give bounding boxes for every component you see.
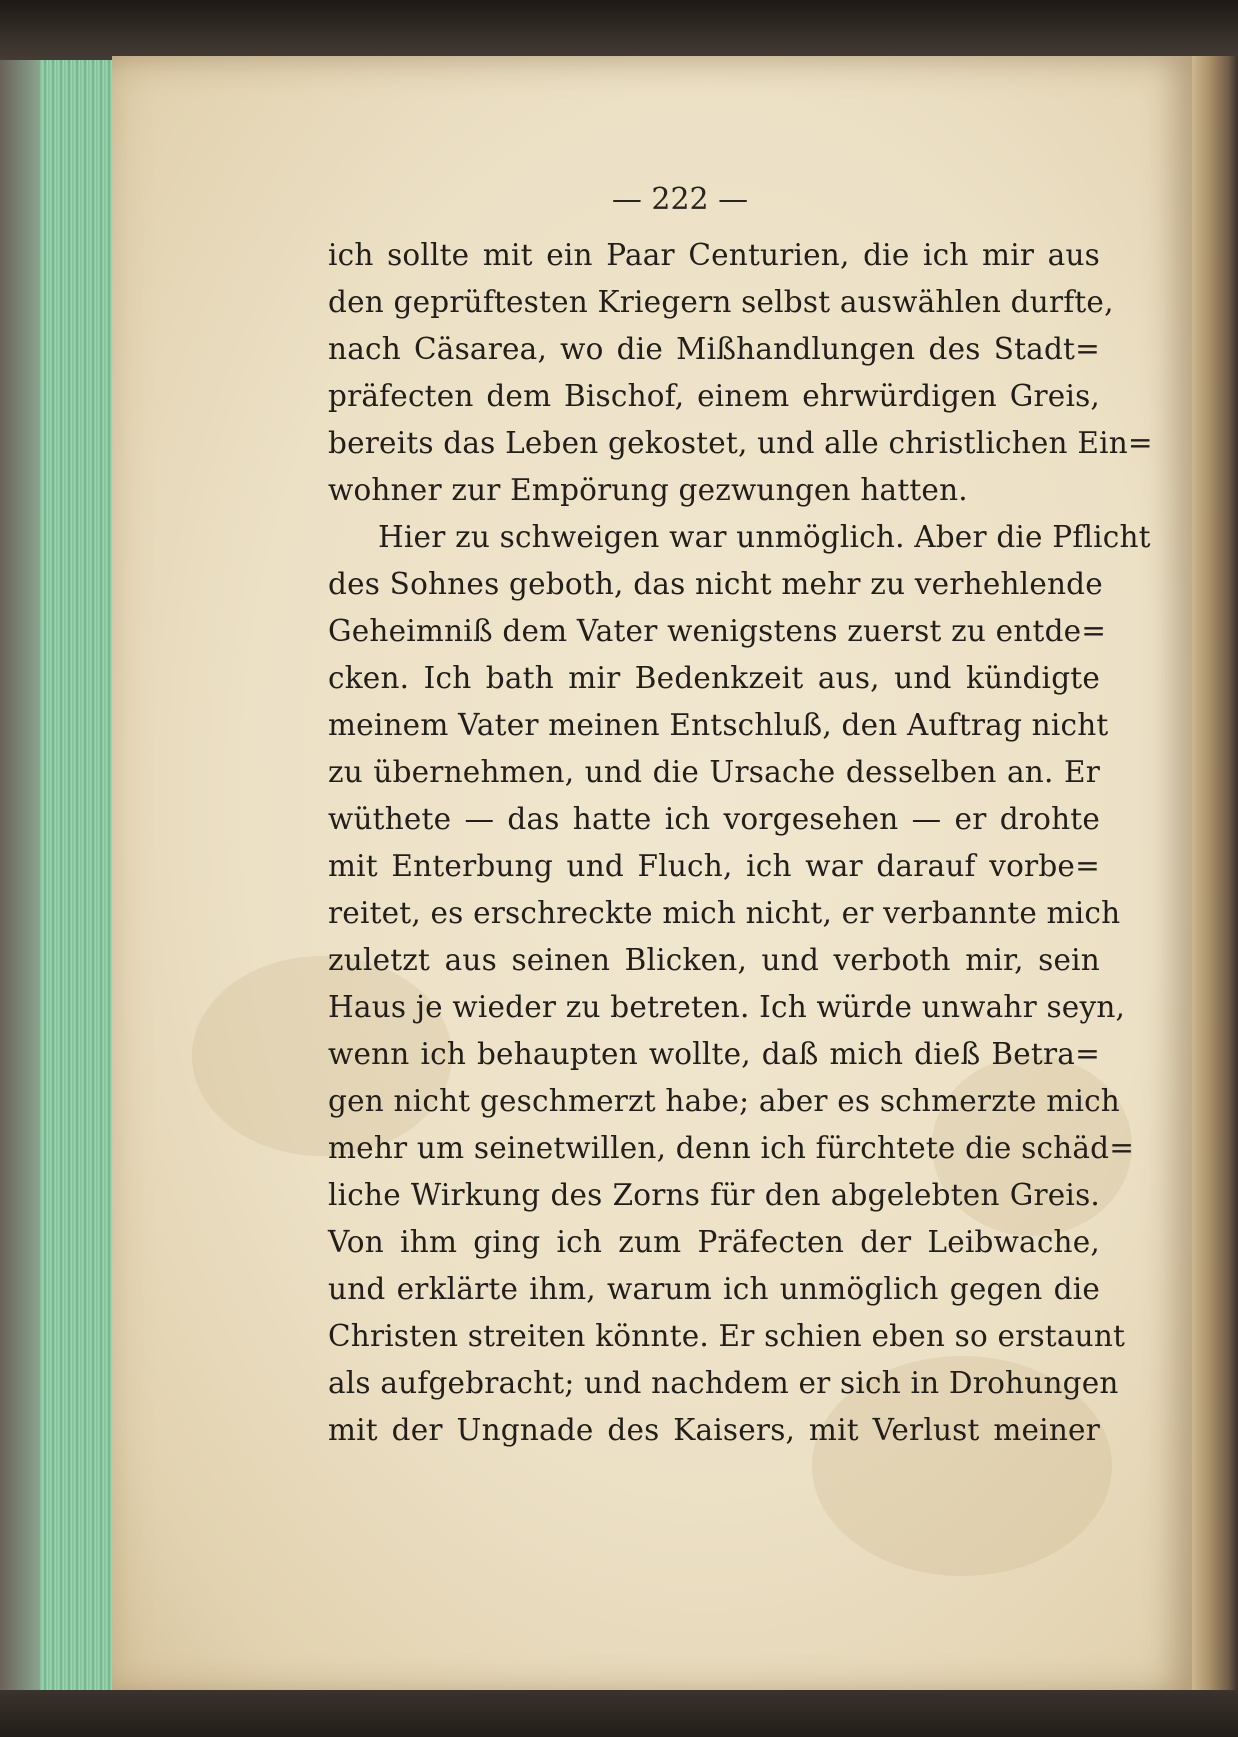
body-text xyxy=(328,232,1153,1454)
text-line: reitet, es erschreckte mich nicht, er verbannte mich xyxy=(328,896,1121,930)
text-line: zuletzt aus seinen Blicken, und verboth mir, sein xyxy=(328,943,1100,977)
text-line: Geheimniß dem Vater wenigstens zuerst zu entde= xyxy=(328,614,1107,648)
page-stack-left xyxy=(0,60,122,1700)
text-line: bereits das Leben gekostet, und alle christlichen Ein= xyxy=(328,426,1153,460)
text-line: Christen streiten könnte. Er schien eben so erstaunt xyxy=(328,1319,1126,1353)
text-line: als aufgebracht; und nachdem er sich in Drohungen xyxy=(328,1366,1119,1400)
text-line: Hier zu schweigen war unmöglich. Aber die Pflicht xyxy=(378,520,1151,554)
text-line: ich sollte mit ein Paar Centurien, die ich mir aus xyxy=(328,238,1100,272)
text-line: wüthete — das hatte ich vorgesehen — er drohte xyxy=(328,802,1100,836)
text-line: meinem Vater meinen Entschluß, den Auftrag nicht xyxy=(328,708,1109,742)
text-line: zu übernehmen, und die Ursache desselben an. Er xyxy=(328,755,1100,789)
text-line: des Sohnes geboth, das nicht mehr zu verhehlende xyxy=(328,567,1103,601)
text-line: wenn ich behaupten wollte, daß mich dieß Betra= xyxy=(328,1037,1100,1071)
text-line: nach Cäsarea, wo die Mißhandlungen des Stadt= xyxy=(328,332,1100,366)
text-line: mit Enterbung und Fluch, ich war darauf vorbe= xyxy=(328,849,1100,883)
text-line: und erklärte ihm, warum ich unmöglich gegen die xyxy=(328,1272,1100,1306)
text-line: Von ihm ging ich zum Präfecten der Leibwache, xyxy=(328,1225,1100,1259)
text-line: mit der Ungnade des Kaisers, mit Verlust meiner xyxy=(328,1413,1100,1447)
text-line: wohner zur Empörung gezwungen hatten. xyxy=(328,473,968,507)
book-bottom-edge xyxy=(0,1690,1238,1737)
cover-edge xyxy=(0,60,40,1700)
text-line: Haus je wieder zu betreten. Ich würde unwahr seyn, xyxy=(328,990,1126,1024)
text-line: liche Wirkung des Zorns für den abgelebten Greis. xyxy=(328,1178,1100,1212)
text-line: mehr um seinetwillen, denn ich fürchtete die schäd= xyxy=(328,1131,1135,1165)
page-number: — 222 — xyxy=(611,182,749,217)
page-gutter-right xyxy=(1192,56,1238,1696)
text-line: den geprüftesten Kriegern selbst auswählen durfte, xyxy=(328,285,1114,319)
text-line: cken. Ich bath mir Bedenkzeit aus, und kündigte xyxy=(328,661,1100,695)
text-line: präfecten dem Bischof, einem ehrwürdigen Greis, xyxy=(328,379,1100,413)
text-line: gen nicht geschmerzt habe; aber es schmerzte mich xyxy=(328,1084,1120,1118)
